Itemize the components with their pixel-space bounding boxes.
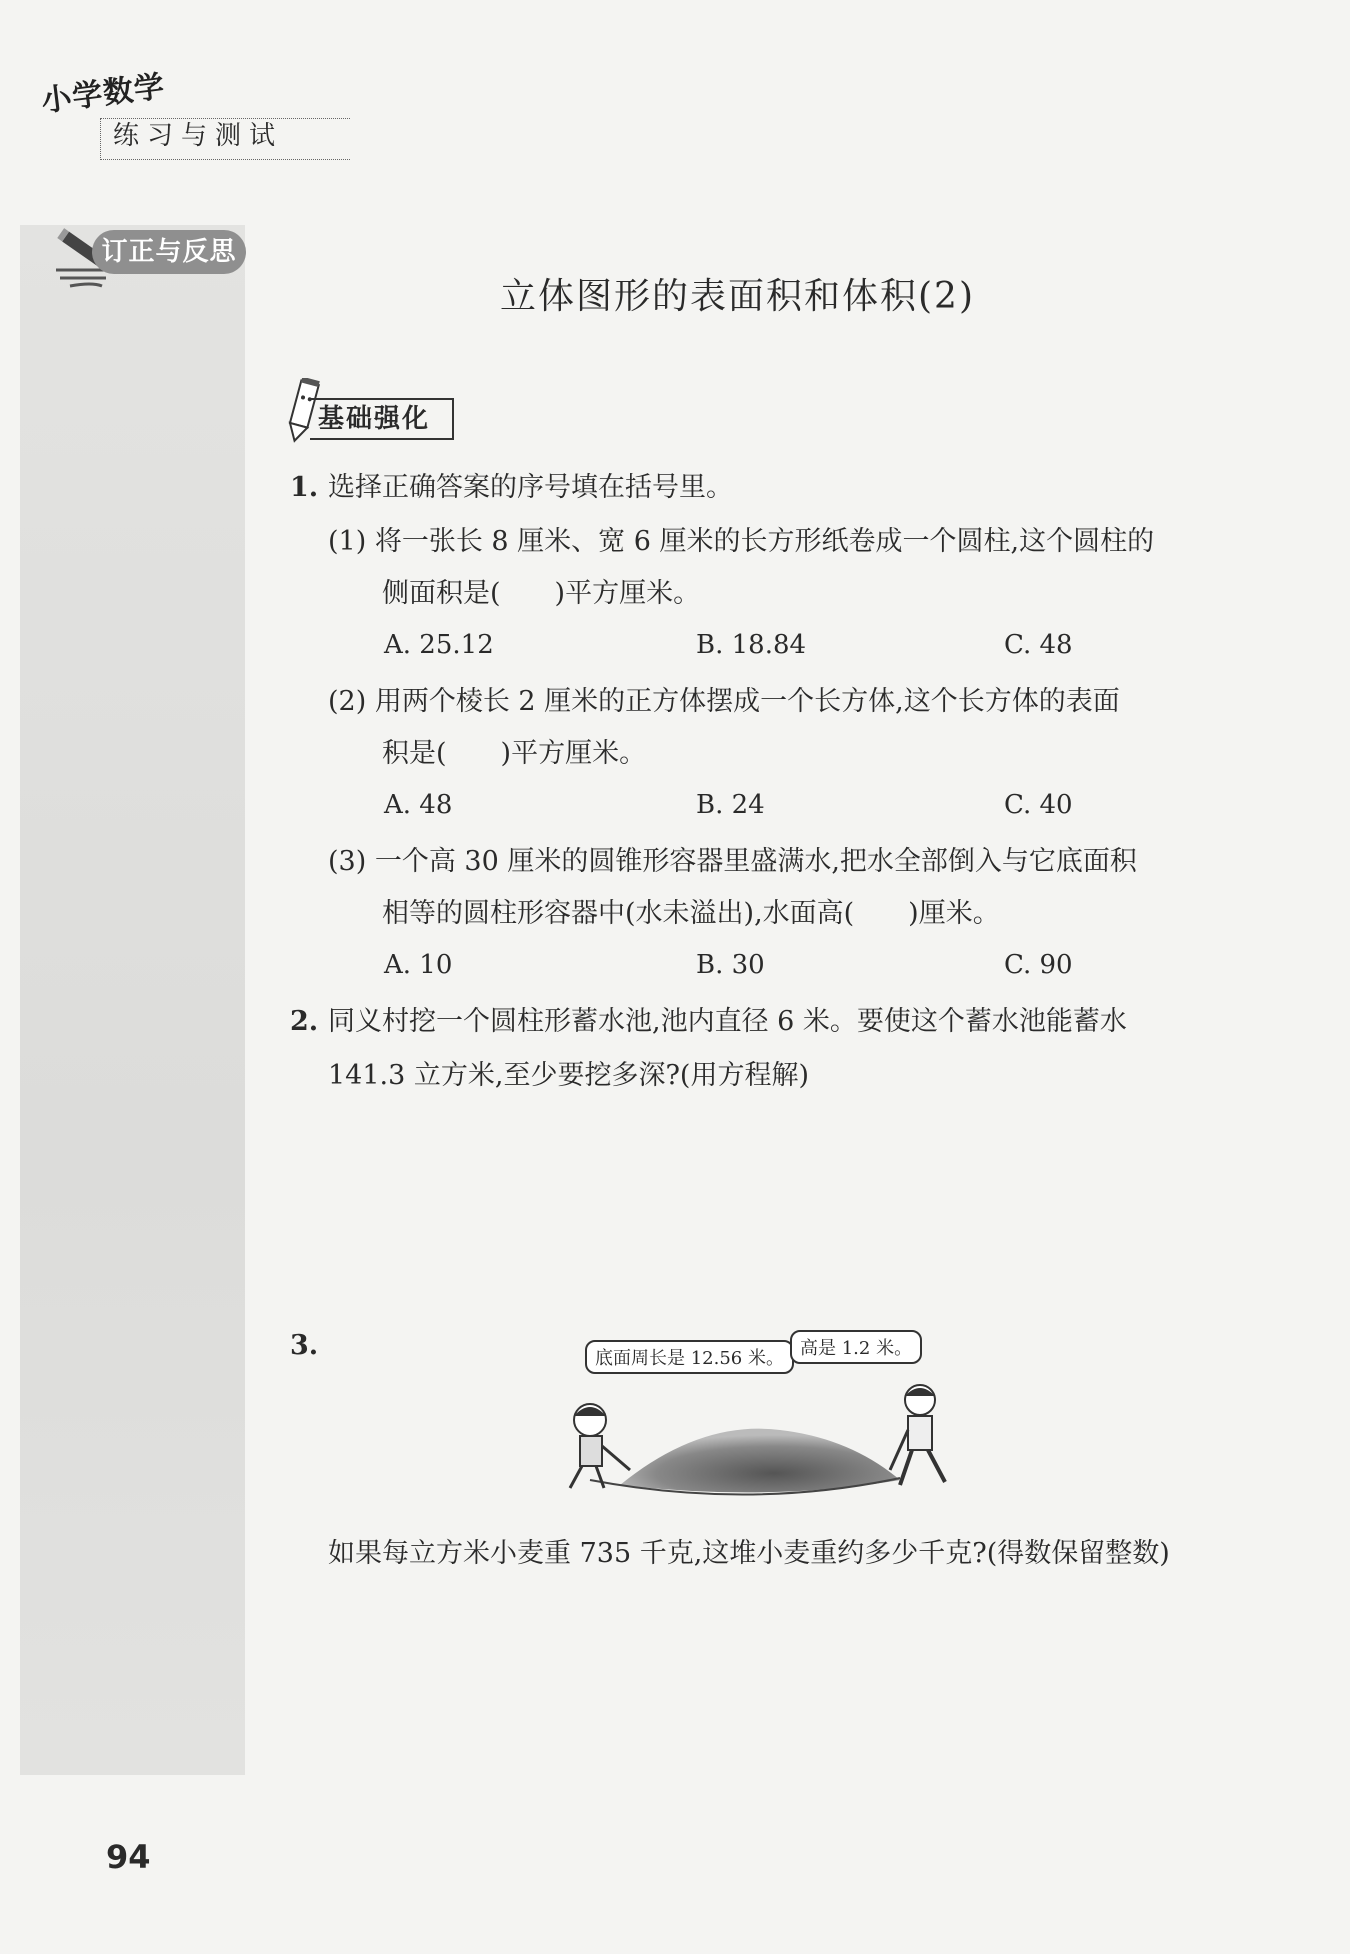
- speech-bubble-left: 底面周长是 12.56 米。: [585, 1340, 794, 1374]
- q1-sub2-line1: (2) 用两个棱长 2 厘米的正方体摆成一个长方体,这个长方体的表面: [328, 686, 1120, 717]
- q1-sub2-option-b: B. 24: [696, 790, 765, 820]
- girl-figure: [570, 1404, 630, 1488]
- q2-line2: 141.3 立方米,至少要挖多深?(用方程解): [328, 1060, 810, 1091]
- boy-figure: [890, 1385, 945, 1485]
- q1-sub1-option-b: B. 18.84: [696, 630, 807, 660]
- q1-sub3-line2: 相等的圆柱形容器中(水未溢出),水面高( )厘米。: [382, 898, 1000, 929]
- q1-sub2-option-a: A. 48: [384, 790, 453, 820]
- q1-sub3-option-c: C. 90: [1004, 950, 1073, 980]
- page-title: 立体图形的表面积和体积(2): [500, 276, 975, 317]
- brand-subtitle: 练习与测试: [100, 118, 350, 160]
- q1-sub3-option-b: B. 30: [696, 950, 765, 980]
- q1-sub3-line1: (3) 一个高 30 厘米的圆锥形容器里盛满水,把水全部倒入与它底面积: [328, 846, 1137, 877]
- q2-line1: 同义村挖一个圆柱形蓄水池,池内直径 6 米。要使这个蓄水池能蓄水: [328, 1006, 1127, 1037]
- speech-bubble-right: 高是 1.2 米。: [790, 1330, 922, 1364]
- q1-sub1-option-a: A. 25.12: [384, 630, 494, 660]
- brand-title: 小学数学: [39, 69, 167, 120]
- q1-sub1-line1: (1) 将一张长 8 厘米、宽 6 厘米的长方形纸卷成一个圆柱,这个圆柱的: [328, 526, 1155, 557]
- q1-sub2-line2: 积是( )平方厘米。: [382, 738, 647, 769]
- correction-reflection-badge: 订正与反思: [92, 230, 246, 274]
- q1-number: 1.: [290, 472, 319, 503]
- q1-sub2-option-c: C. 40: [1004, 790, 1073, 820]
- q3-number: 3.: [290, 1330, 319, 1361]
- q3-text: 如果每立方米小麦重 735 千克,这堆小麦重约多少千克?(得数保留整数): [328, 1538, 1170, 1569]
- q2-number: 2.: [290, 1006, 319, 1037]
- q1-sub1-line2: 侧面积是( )平方厘米。: [382, 578, 701, 609]
- page-number: 94: [106, 1838, 151, 1876]
- q1-sub3-option-a: A. 10: [384, 950, 453, 980]
- q1-sub1-option-c: C. 48: [1004, 630, 1073, 660]
- reflection-sidebar: [20, 225, 245, 1775]
- basic-strengthening-label: 基础强化: [310, 398, 454, 440]
- q1-text: 选择正确答案的序号填在括号里。: [328, 472, 733, 503]
